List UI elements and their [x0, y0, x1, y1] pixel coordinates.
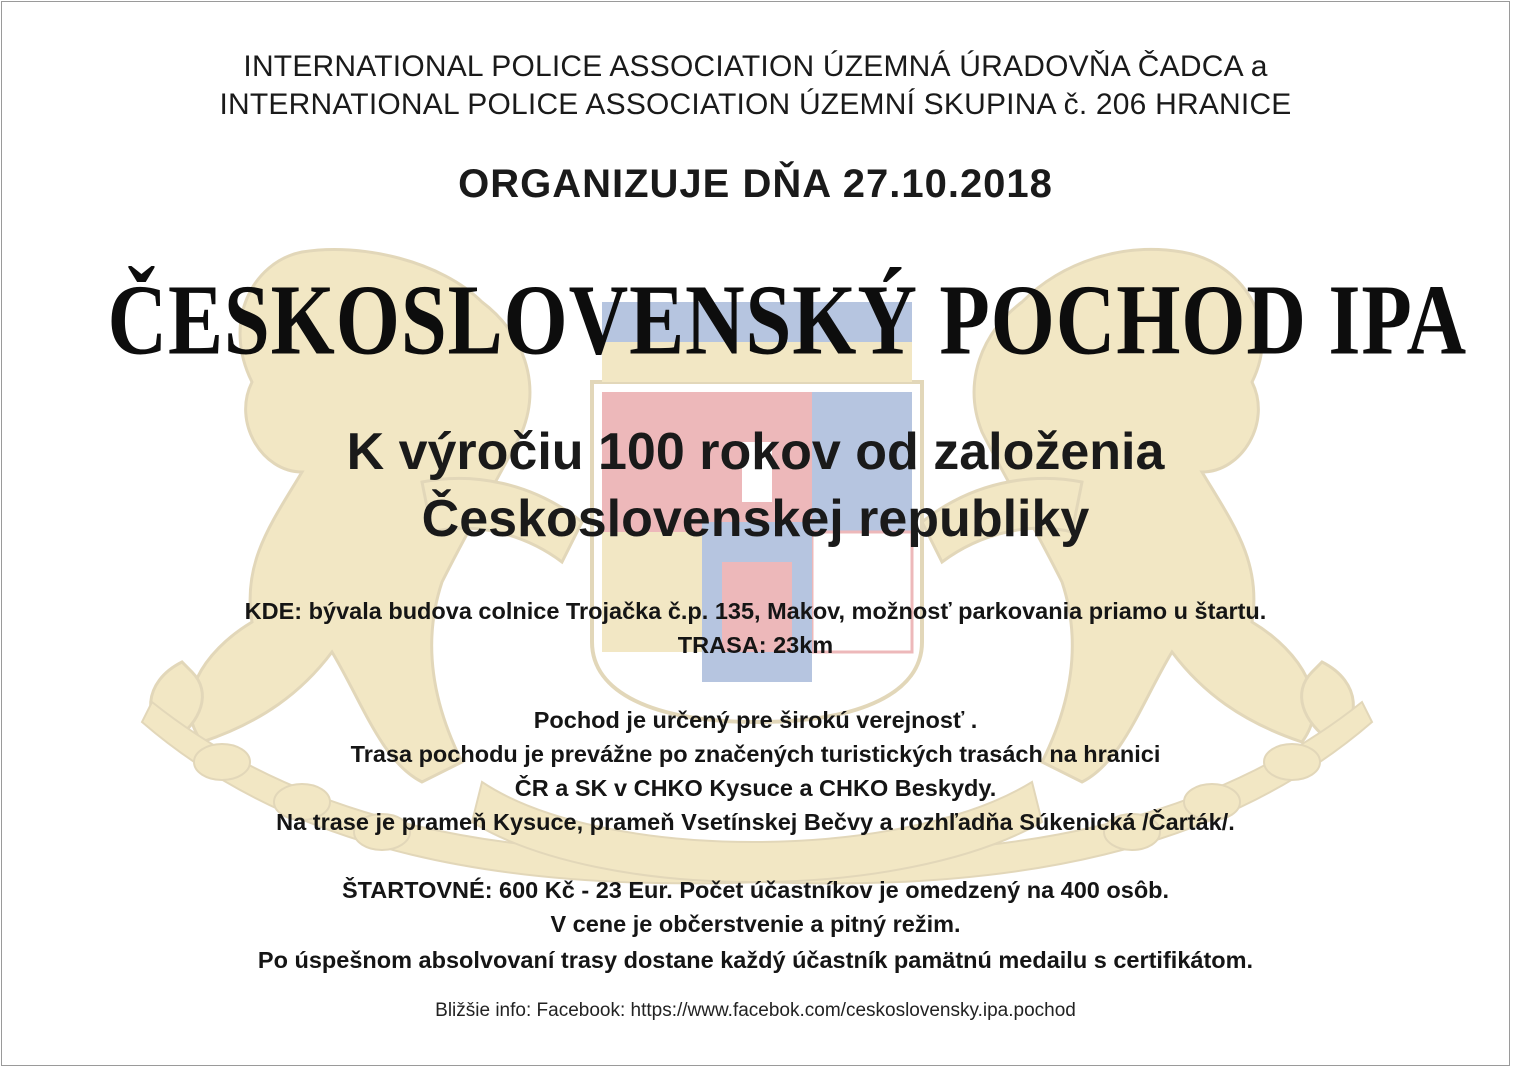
location-route: TRASA: 23km: [677, 632, 834, 658]
subtitle-line-2: Československej republiky: [421, 490, 1090, 548]
subtitle-line-1: K výročiu 100 rokov od založenia: [346, 423, 1165, 481]
header-line-1: INTERNATIONAL POLICE ASSOCIATION ÚZEMNÁ ÚRADOVŇA ČADCA a: [243, 50, 1268, 83]
fees-line: ŠTARTOVNÉ: 600 Kč - 23 Eur. Počet účastníkov je omedzený na 400 osôb.: [341, 877, 1170, 903]
more-info-link[interactable]: Bližšie info: Facebook: https://www.facebok.com/ceskoslovensky.ipa.pochod: [435, 1000, 1076, 1021]
location-where: KDE: bývala budova colnice Trojačka č.p. 135, Makov, možnosť parkovania priamo u štartu.: [244, 598, 1267, 624]
description-line: Trasa pochodu je prevážne po značených turistických trasách na hranici: [350, 741, 1161, 767]
description-line: Na trase je prameň Kysuce, prameň Vsetínskej Bečvy a rozhľadňa Súkenická /Čarták/.: [276, 809, 1235, 835]
poster: [1, 1, 1510, 1066]
description-line: Pochod je určený pre širokú verejnosť .: [533, 707, 978, 733]
page-title: ČESKOSLOVENSKÝ POCHOD IPA: [107, 263, 1467, 376]
organizes-date: ORGANIZUJE DŇA 27.10.2018: [458, 162, 1053, 206]
header-line-2: INTERNATIONAL POLICE ASSOCIATION ÚZEMNÍ SKUPINA č. 206 HRANICE: [219, 88, 1292, 121]
description-line: ČR a SK v CHKO Kysuce a CHKO Beskydy.: [514, 775, 997, 801]
fees-line: V cene je občerstvenie a pitný režim.: [550, 911, 961, 937]
fees-line: Po úspešnom absolvovaní trasy dostane každý účastník pamätnú medailu s certifikátom.: [257, 947, 1254, 973]
